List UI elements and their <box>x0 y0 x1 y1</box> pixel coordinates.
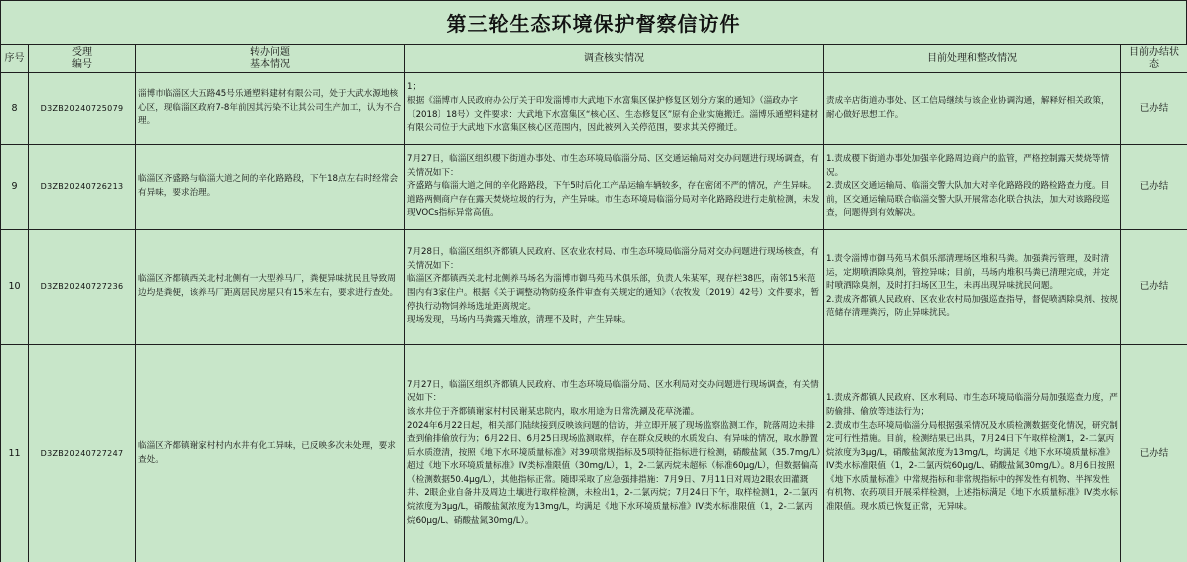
column-header-issue: 转办问题 基本情况 <box>136 45 405 73</box>
row-index: 9 <box>1 145 29 230</box>
row-index: 10 <box>1 230 29 345</box>
row-handling: 1.责成稷下街道办事处加强辛化路周边商户的监管，严格控制露天焚烧等情况。 2.责成区交通运输局、临淄交警大队加大对辛化路路段的路检路查力度。目前，区交通运输局联合临淄交警大队开展常态化联合执法，加大对该路段巡查，问题得到有效解决。 <box>824 145 1121 230</box>
row-investigation: 7月27日，临淄区组织稷下街道办事处、市生态环境局临淄分局、区交通运输局对交办问题进行现场调查，有关情况如下： 齐盛路与临淄大道之间的辛化路路段，下午5时后化工产品运输车辆较多，存在密闭不严的情况，产生异味。道路两侧商户存在露天焚烧垃圾的行为，产生异味。市生态环境局临淄分局对辛化路路段进行走航检测，未发现VOCs指标异常高值。 <box>405 145 824 230</box>
row-status: 已办结 <box>1121 73 1187 145</box>
table-row <box>1 73 1187 145</box>
row-handling: 1.责令淄博市御马苑马术俱乐部清理场区堆积马粪。加强粪污管理，及时清运，定期喷洒除臭剂，管控异味；目前，马场内堆积马粪已清理完成，并定时喷洒除臭剂，及时打扫场区卫生，未再出现异味扰民问题。 2.责成齐都镇人民政府、区农业农村局加强巡查指导，督促喷洒除臭剂、按规范储存清理粪污，防止异味扰民。 <box>824 230 1121 345</box>
table-row <box>1 230 1187 345</box>
row-code: D3ZB20240726213 <box>29 145 136 230</box>
row-index: 8 <box>1 73 29 145</box>
row-issue: 临淄区齐盛路与临淄大道之间的辛化路路段，下午18点左右时经常会有异味，要求治理。 <box>136 145 405 230</box>
row-issue: 临淄区齐都镇谢家村村内水井有化工异味，已反映多次未处理，要求查处。 <box>136 345 405 562</box>
row-issue: 淄博市临淄区大五路45号乐通塑料建材有限公司，处于大武水源地核心区，现临淄区政府7-8年前因其污染不让其公司生产加工，认为不合理。 <box>136 73 405 145</box>
row-code: D3ZB20240725079 <box>29 73 136 145</box>
document-title: 第三轮生态环境保护督察信访件 <box>446 12 741 36</box>
row-status: 已办结 <box>1121 230 1187 345</box>
row-issue: 临淄区齐都镇西关北村北侧有一大型养马厂，粪便异味扰民且导致周边均是粪便，该养马厂距离居民房屋只有15米左右，要求进行查处。 <box>136 230 405 345</box>
column-header-investigation: 调查核实情况 <box>405 45 824 73</box>
column-header-code: 受理 编号 <box>29 45 136 73</box>
column-header-index: 序号 <box>1 45 29 73</box>
row-code: D3ZB20240727236 <box>29 230 136 345</box>
table-row <box>1 145 1187 230</box>
title-bar <box>0 0 1187 44</box>
header-row <box>1 45 1187 73</box>
row-code: D3ZB20240727247 <box>29 345 136 562</box>
column-header-handling: 目前处理和整改情况 <box>824 45 1121 73</box>
row-index: 11 <box>1 345 29 562</box>
row-handling: 责成辛店街道办事处、区工信局继续与该企业协调沟通，解释好相关政策，耐心做好思想工作。 <box>824 73 1121 145</box>
column-header-status: 目前办结状 态 <box>1121 45 1187 73</box>
row-status: 已办结 <box>1121 145 1187 230</box>
row-status: 已办结 <box>1121 345 1187 562</box>
table-row <box>1 345 1187 562</box>
row-investigation: 1； 根据《淄博市人民政府办公厅关于印发淄博市大武地下水富集区保护修复区划分方案的通知》（淄政办字〔2018〕18号）文件要求：大武地下水富集区“核心区、生态修复区”原有企业实施搬迁。淄博乐通塑料建材有限公司位于大武地下水富集区核心区范围内，因此被列入关停范围，要求其关停搬迁。 <box>405 73 824 145</box>
row-investigation: 7月28日，临淄区组织齐都镇人民政府、区农业农村局、市生态环境局临淄分局对交办问题进行现场核查，有关情况如下： 临淄区齐都镇西关北村北侧养马场名为淄博市御马苑马术俱乐部，负责人朱某军，现存栏38匹，南邻15米范围内有3家住户。根据《关于调整动物防疫条件审查有关规定的通知》（农牧发〔2019〕42号）文件要求，暂停执行动物饲养场选址距离规定。 现场发现，马场内马粪露天堆放，清理不及时，产生异味。 <box>405 230 824 345</box>
row-handling: 1.责成齐都镇人民政府、区水利局、市生态环境局临淄分局加强巡查力度，严防偷排、偷放等违法行为； 2.责成市生态环境局临淄分局根据强采情况及水质检测数据变化情况，研究制定可行性措施。目前，检测结果已出具，7月24日下午取样检测1，2-二氯丙烷浓度为3μg/L，硝酸盐氮浓度为13mg/L，均满足《地下水环境质量标准》IV类水标准限值（1，2-二氯丙烷60μg/L、硝酸盐氮30mg/L）。8月6日按照《地下水质量标准》中常规指标和非常规指标中的挥发性有机物、半挥发性有机物、农药项目开展采样检测，上述指标满足《地下水质量标准》IV类水标准限值。现水质已恢复正常，无异味。 <box>824 345 1121 562</box>
row-investigation: 7月27日，临淄区组织齐都镇人民政府、市生态环境局临淄分局、区水利局对交办问题进行现场调查，有关情况如下： 该水井位于齐都镇谢家村村民谢某忠院内，取水用途为日常洗涮及花草浇灌。 2024年6月22日起，相关部门陆续接到反映该问题的信访，并立即开展了现场监察监测工作，院落周边未排查到偷排偷放行为；6月22日、6月25日现场监测取样，存在群众反映的水质发白、有异味的情况，取水静置后水质澄清，按照《地下水环境质量标准》对39项常规指标及5项特征指标进行检测，硝酸盐氮（35.7mg/L）超过《地下水环境质量标准》IV类标准限值（30mg/L），1，2-二氯丙烷未超标（标准60μg/L），但数据偏高（检测数据50.4μg/L），其他指标正常。随即采取了应急强排措施：7月9日、7月11日对周边2眼农田灌溉井、2眼企业自备井及周边土壤进行取样检测，未检出1，2-二氯丙烷；7月24日下午，取样检测1，2-二氯丙烷浓度为3μg/L，硝酸盐氮浓度为13mg/L，均满足《地下水环境质量标准》IV类水标准限值（1，2-二氯丙烷60μg/L、硝酸盐氮30mg/L）。 <box>405 345 824 562</box>
petition-table <box>0 44 1187 562</box>
